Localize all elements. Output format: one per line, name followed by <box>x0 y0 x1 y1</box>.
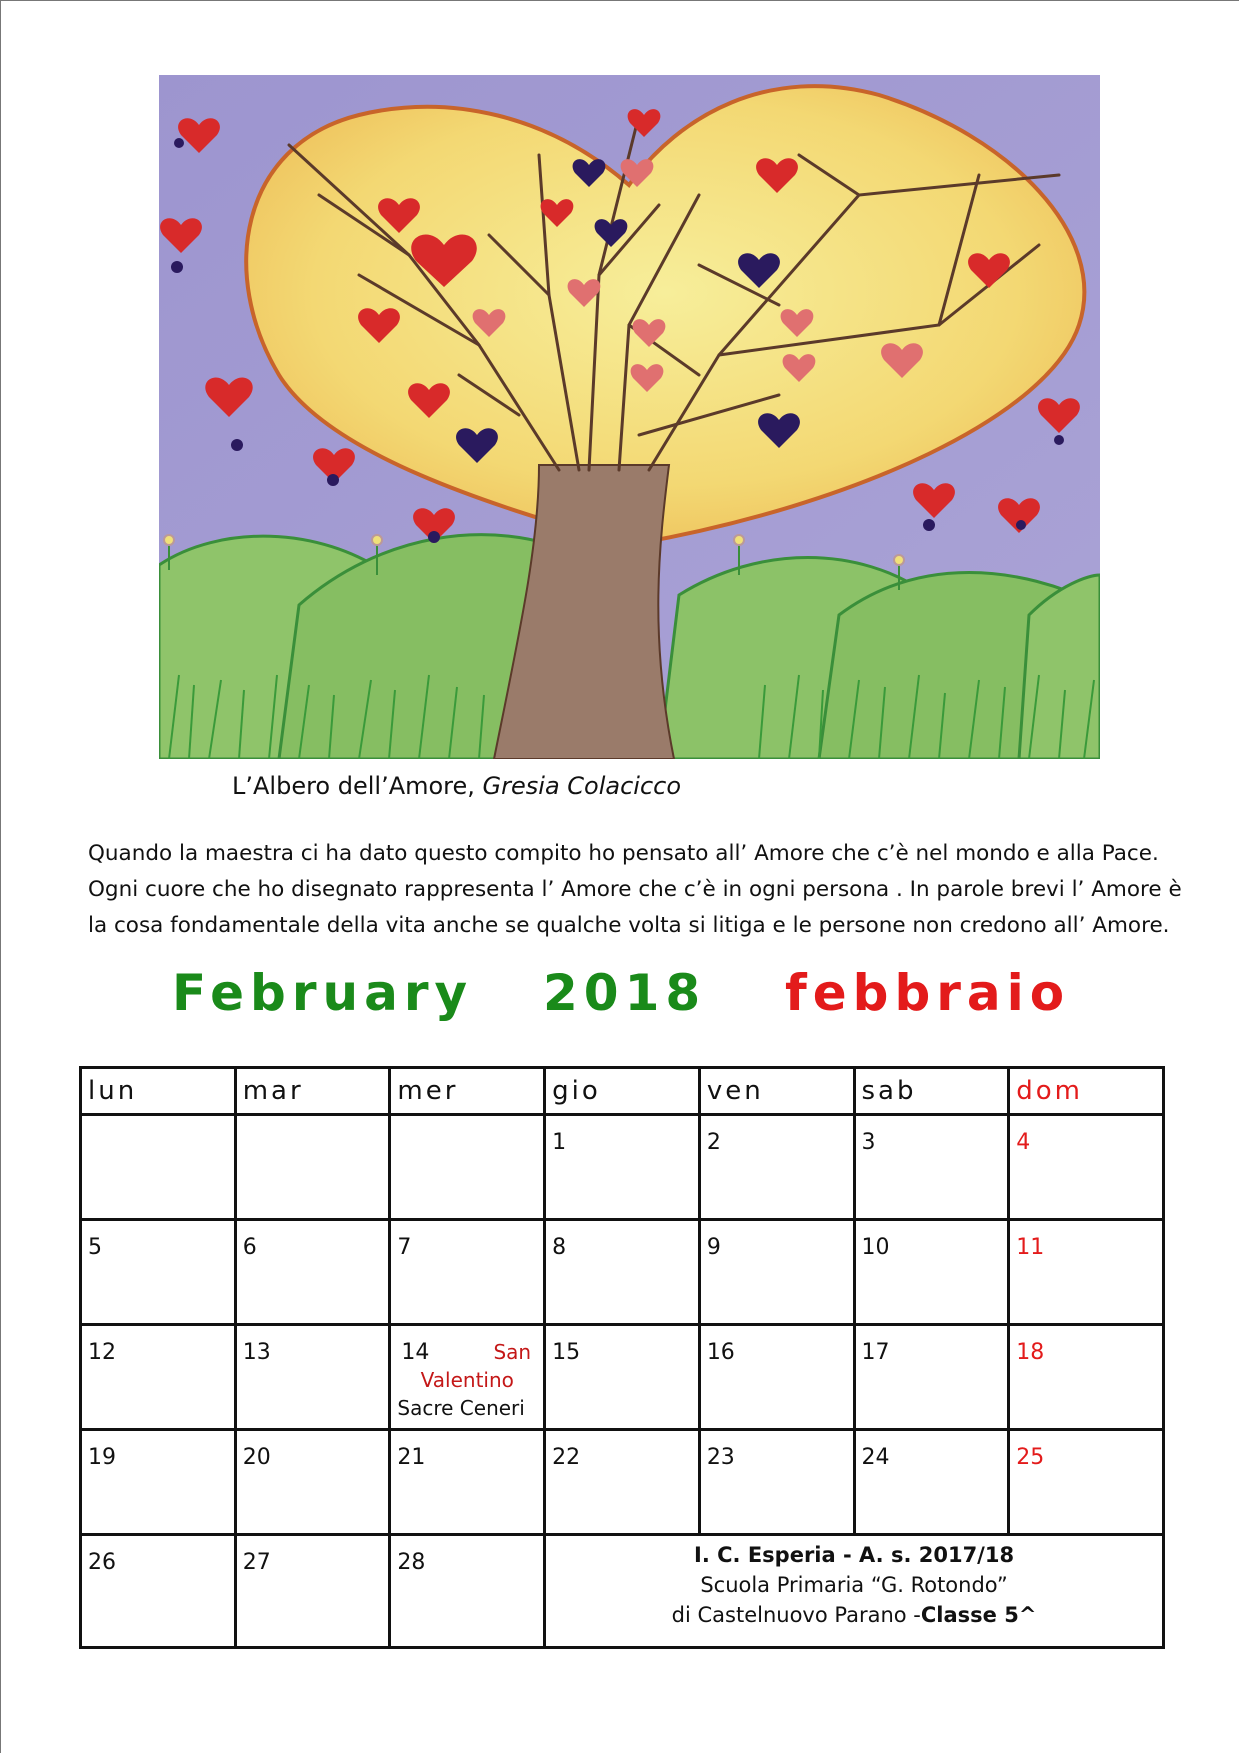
day-number: 28 <box>397 1550 426 1575</box>
week-row-1 <box>81 1115 1164 1220</box>
day-cell-empty <box>235 1115 390 1220</box>
day-cell <box>854 1115 1009 1220</box>
day-number-sunday: 25 <box>1016 1445 1045 1470</box>
day-cell <box>699 1325 854 1430</box>
day-cell <box>699 1430 854 1535</box>
day-number: 15 <box>552 1340 581 1365</box>
week-row-3 <box>81 1325 1164 1430</box>
weekday-gio: gio <box>545 1068 700 1115</box>
day-cell <box>545 1430 700 1535</box>
day-number: 12 <box>88 1340 116 1365</box>
day-cell <box>235 1430 390 1535</box>
day-number: 21 <box>397 1445 426 1470</box>
day-number: 17 <box>861 1340 890 1365</box>
week-row-5 <box>81 1535 1164 1648</box>
day-cell <box>545 1115 700 1220</box>
child-drawing-heart-tree <box>159 75 1100 759</box>
day-cell <box>390 1220 545 1325</box>
day-cell <box>235 1220 390 1325</box>
event-valentino: Valentino <box>420 1368 514 1392</box>
day-cell <box>854 1430 1009 1535</box>
calendar-grid <box>79 1066 1165 1649</box>
day-number: 8 <box>552 1235 567 1260</box>
weekday-lun: lun <box>81 1068 236 1115</box>
day-cell <box>235 1325 390 1430</box>
description-paragraph <box>88 836 1182 944</box>
day-cell <box>81 1535 236 1648</box>
caption-title: L’Albero dell’Amore, <box>232 772 483 800</box>
day-cell <box>1009 1325 1164 1430</box>
day-number: 3 <box>861 1130 876 1155</box>
day-cell <box>854 1325 1009 1430</box>
day-cell <box>235 1535 390 1648</box>
day-cell <box>1009 1430 1164 1535</box>
day-number: 24 <box>861 1445 890 1470</box>
footer-line-1: I. C. Esperia - A. s. 2017/18 <box>694 1543 1015 1567</box>
day-number: 1 <box>552 1130 567 1155</box>
day-number: 14 <box>401 1340 430 1365</box>
day-number-sunday: 4 <box>1016 1130 1031 1155</box>
month-title-italian: febbraio <box>785 964 1071 1022</box>
day-cell <box>81 1220 236 1325</box>
day-number: 23 <box>706 1445 735 1470</box>
day-cell <box>854 1220 1009 1325</box>
day-cell <box>545 1325 700 1430</box>
day-cell <box>390 1430 545 1535</box>
day-cell <box>81 1325 236 1430</box>
school-footer <box>545 1535 1164 1648</box>
caption-author: Gresia Colacicco <box>482 772 682 800</box>
day-cell <box>1009 1115 1164 1220</box>
footer-line-3: di Castelnuovo Parano -Classe 5^ <box>671 1603 1037 1627</box>
weekday-mer: mer <box>390 1068 545 1115</box>
day-number: 10 <box>861 1235 890 1260</box>
day-number: 26 <box>88 1550 116 1575</box>
day-number: 13 <box>242 1340 271 1365</box>
day-cell <box>81 1430 236 1535</box>
month-title-year: 2018 <box>543 964 707 1022</box>
day-number: 20 <box>242 1445 271 1470</box>
day-cell <box>545 1220 700 1325</box>
day-number: 22 <box>552 1445 581 1470</box>
paragraph-line-1: Quando la maestra ci ha dato questo compito ho pensato all’ Amore che c’è nel mondo e alla Pace. <box>88 841 1159 866</box>
weekday-ven: ven <box>699 1068 854 1115</box>
day-number-sunday: 18 <box>1016 1340 1045 1365</box>
day-number: 5 <box>88 1235 102 1260</box>
day-cell-empty <box>81 1115 236 1220</box>
month-title-english: February <box>172 964 474 1022</box>
paragraph-line-2: Ogni cuore che ho disegnato rappresenta l’ Amore che c’è in ogni persona . In parole brevi l’ Amore è <box>88 877 1182 902</box>
day-number: 19 <box>88 1445 116 1470</box>
day-cell <box>699 1115 854 1220</box>
week-row-4 <box>81 1430 1164 1535</box>
weekday-mar: mar <box>235 1068 390 1115</box>
day-number: 2 <box>706 1130 721 1155</box>
day-cell <box>390 1535 545 1648</box>
day-cell <box>1009 1220 1164 1325</box>
paragraph-line-3: la cosa fondamentale della vita anche se qualche volta si litiga e le persone non credono all’ Amore. <box>88 913 1170 938</box>
drawing-caption <box>232 772 681 800</box>
day-cell <box>699 1220 854 1325</box>
weekday-sab: sab <box>854 1068 1009 1115</box>
day-number-sunday: 11 <box>1016 1235 1045 1260</box>
week-row-2 <box>81 1220 1164 1325</box>
day-number: 6 <box>242 1235 257 1260</box>
footer-line-2: Scuola Primaria “G. Rotondo” <box>700 1573 1008 1597</box>
event-sacre-ceneri: Sacre Ceneri <box>397 1396 525 1420</box>
day-number: 27 <box>242 1550 271 1575</box>
weekday-header-row <box>81 1068 1164 1115</box>
event-san: San <box>493 1340 532 1364</box>
weekday-dom: dom <box>1009 1068 1164 1115</box>
day-cell-empty <box>390 1115 545 1220</box>
day-number: 7 <box>397 1235 412 1260</box>
day-number: 16 <box>706 1340 735 1365</box>
day-number: 9 <box>706 1235 721 1260</box>
day-cell-valentine <box>390 1325 545 1430</box>
